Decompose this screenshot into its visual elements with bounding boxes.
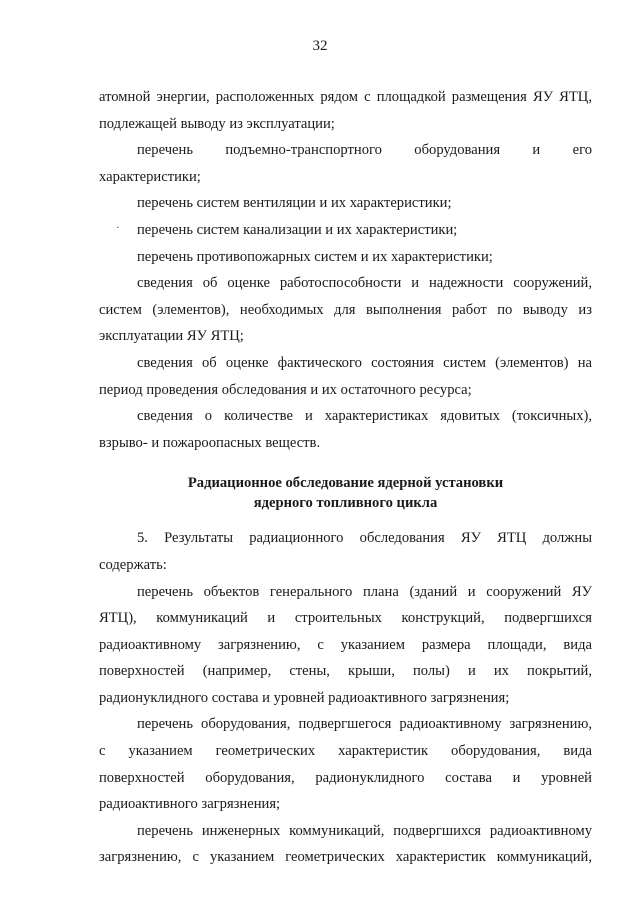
text-line: характеристики; [99, 168, 201, 185]
text-line: сведения о количестве и характеристиках ядовитых (токсичных), [137, 408, 592, 425]
document-body [99, 84, 592, 871]
text-line: радионуклидного состава и уровней радиоактивного загрязнения; [99, 689, 510, 706]
text-line: содержать: [99, 556, 167, 573]
text-line: поверхностей оборудования, радионуклидного состава и уровней [99, 769, 592, 786]
text-line: ЯТЦ), коммуникаций и строительных конструкций, подвергшихся [99, 610, 592, 627]
text-line: атомной энергии, расположенных рядом с площадкой размещения ЯУ ЯТЦ, [99, 89, 592, 105]
text-line: радиоактивного загрязнения; [99, 796, 281, 813]
text-line: перечень систем вентиляции и их характеристики; [137, 195, 452, 212]
text-line: с указанием геометрических характеристик оборудования, вида [99, 743, 592, 760]
text-line: перечень противопожарных систем и их характеристики; [137, 248, 493, 265]
page-number: 32 [312, 38, 328, 54]
text-line: 5. Результаты радиационного обследования ЯУ ЯТЦ должны [137, 530, 592, 547]
text-line: перечень оборудования, подвергшегося радиоактивному загрязнению, [137, 716, 592, 733]
text-line: сведения об оценке фактического состояния систем (элементов) на [137, 354, 592, 371]
text-line: подлежащей выводу из эксплуатации; [99, 115, 335, 132]
text-line: перечень объектов генерального плана (зданий и сооружений ЯУ [137, 583, 592, 600]
text-line: поверхностей (например, стены, крыши, полы) и их покрытий, [99, 663, 592, 680]
text-line: сведения об оценке работоспособности и надежности сооружений, [137, 275, 592, 292]
text-line: перечень систем канализации и их характеристики; [137, 221, 458, 238]
text-line: радиоактивному загрязнению, с указанием размера площади, вида [99, 636, 592, 653]
section-heading-line-1: Радиационное обследование ядерной установки [187, 475, 504, 492]
text-line: взрыво- и пожароопасных веществ. [99, 434, 321, 451]
scan-mark: · [116, 222, 120, 234]
text-line: период проведения обследования и их остаточного ресурса; [99, 381, 472, 398]
text-line: эксплуатации ЯУ ЯТЦ; [99, 328, 244, 345]
text-line: перечень подъемно-транспортного оборудования и его [137, 142, 592, 159]
text-line: загрязнению, с указанием геометрических характеристик коммуникаций, [99, 849, 592, 866]
section-heading-line-2: ядерного топливного цикла [253, 495, 438, 512]
text-line: систем (элементов), необходимых для выполнения работ по выводу из [99, 301, 592, 318]
text-line: перечень инженерных коммуникаций, подвергшихся радиоактивному [137, 822, 592, 839]
